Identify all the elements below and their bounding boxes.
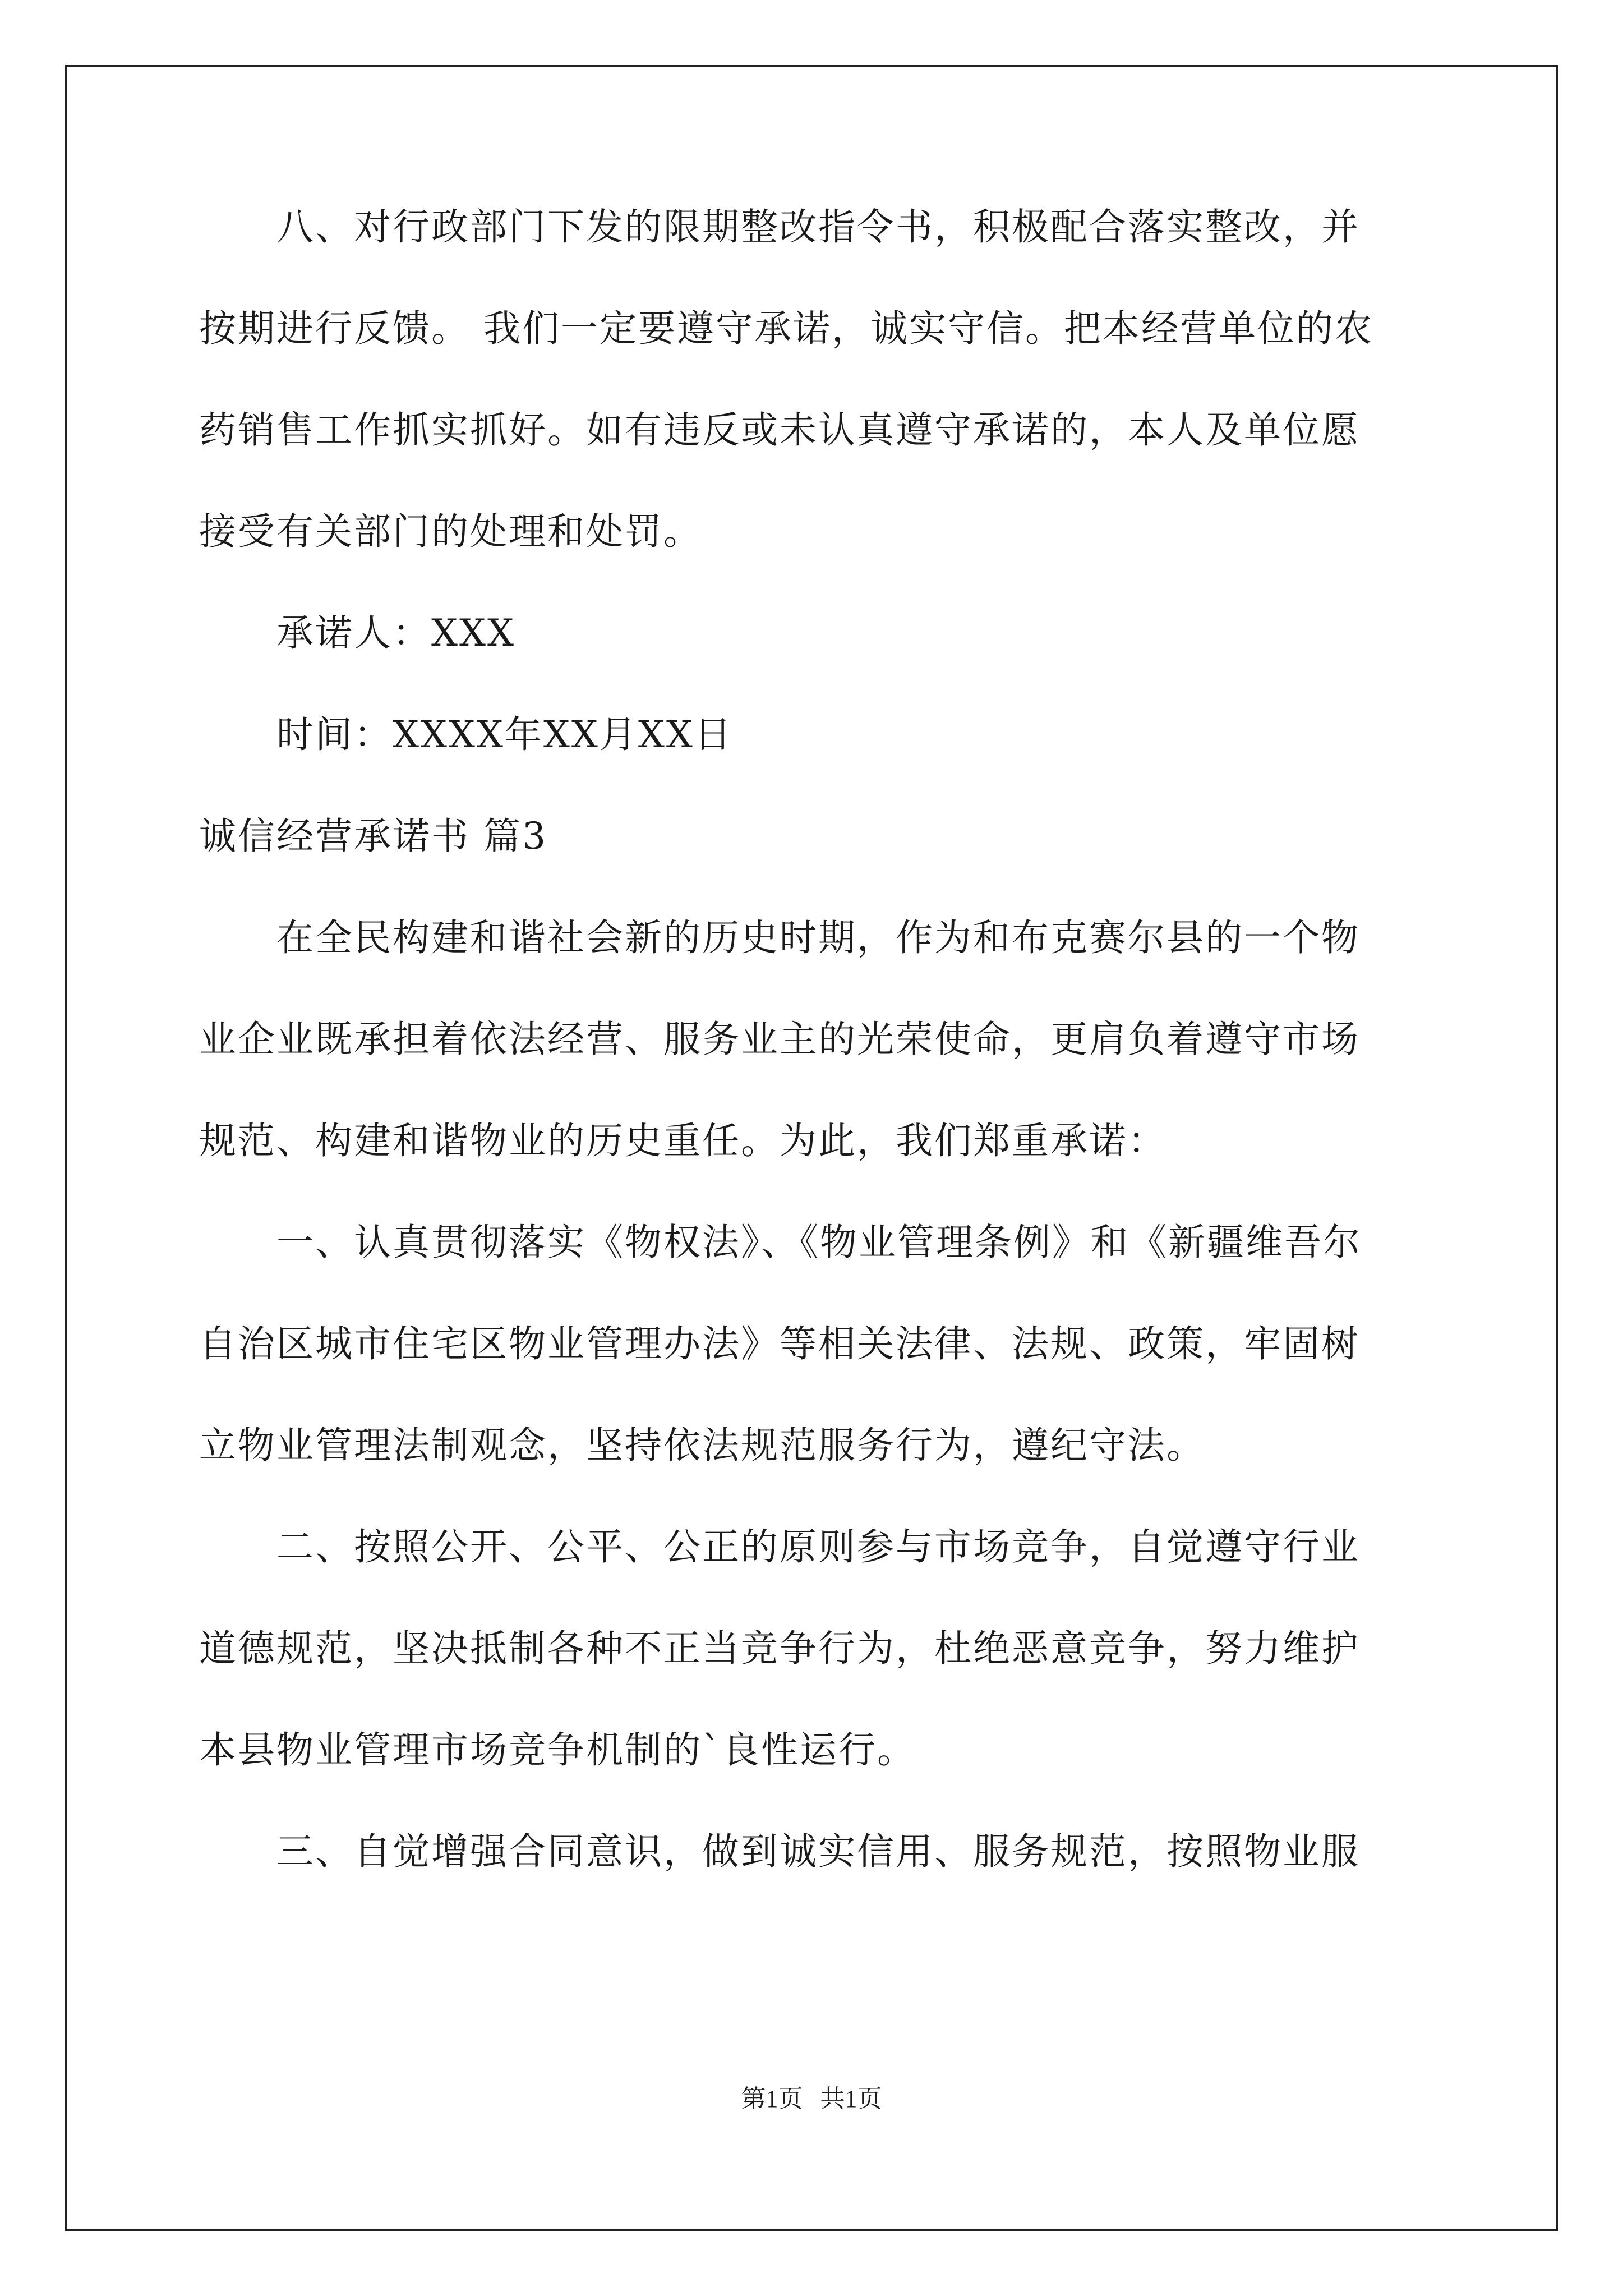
page-number-total: 共1页	[820, 2085, 882, 2113]
text-line: 药销售工作抓实抓好。如有违反或未认真遵守承诺的，本人及单位愿	[199, 408, 1360, 452]
text-line: 三、自觉增强合同意识，做到诚实信用、服务规范，按照物业服	[199, 1830, 1360, 1873]
text-line: 道德规范，坚决抵制各种不正当竞争行为，杜绝恶意竞争，努力维护	[199, 1627, 1360, 1670]
section-heading: 诚信经营承诺书 篇3	[199, 815, 547, 858]
text-line: 规范、构建和谐物业的历史重任。为此，我们郑重承诺：	[199, 1119, 1166, 1162]
text-line: 在全民构建和谐社会新的历史时期，作为和布克赛尔县的一个物	[199, 916, 1360, 959]
text-line: 本县物业管理市场竞争机制的`良性运行。	[199, 1728, 916, 1772]
page-footer	[0, 2082, 1623, 2116]
text-line: 立物业管理法制观念，坚持依法规范服务行为，遵纪守法。	[199, 1424, 1205, 1467]
text-line: 按期进行反馈。 我们一定要遵守承诺，诚实守信。把本经营单位的农	[199, 307, 1373, 350]
text-line: 接受有关部门的处理和处罚。	[199, 510, 702, 553]
text-line: 八、对行政部门下发的限期整改指令书，积极配合落实整改，并	[199, 205, 1360, 249]
signatory-line: 承诺人：XXX	[199, 611, 515, 655]
text-line: 二、按照公开、公平、公正的原则参与市场竞争，自觉遵守行业	[199, 1525, 1360, 1568]
text-line: 一、认真贯彻落实《物权法》、《物业管理条例》和《新疆维吾尔	[199, 1221, 1362, 1264]
date-line: 时间：XXXX年XX月XX日	[199, 713, 733, 756]
text-line: 业企业既承担着依法经营、服务业主的光荣使命，更肩负着遵守市场	[199, 1018, 1360, 1061]
text-line: 自治区城市住宅区物业管理办法》等相关法律、法规、政策，牢固树	[199, 1322, 1360, 1365]
page-number-current: 第1页	[741, 2085, 803, 2113]
